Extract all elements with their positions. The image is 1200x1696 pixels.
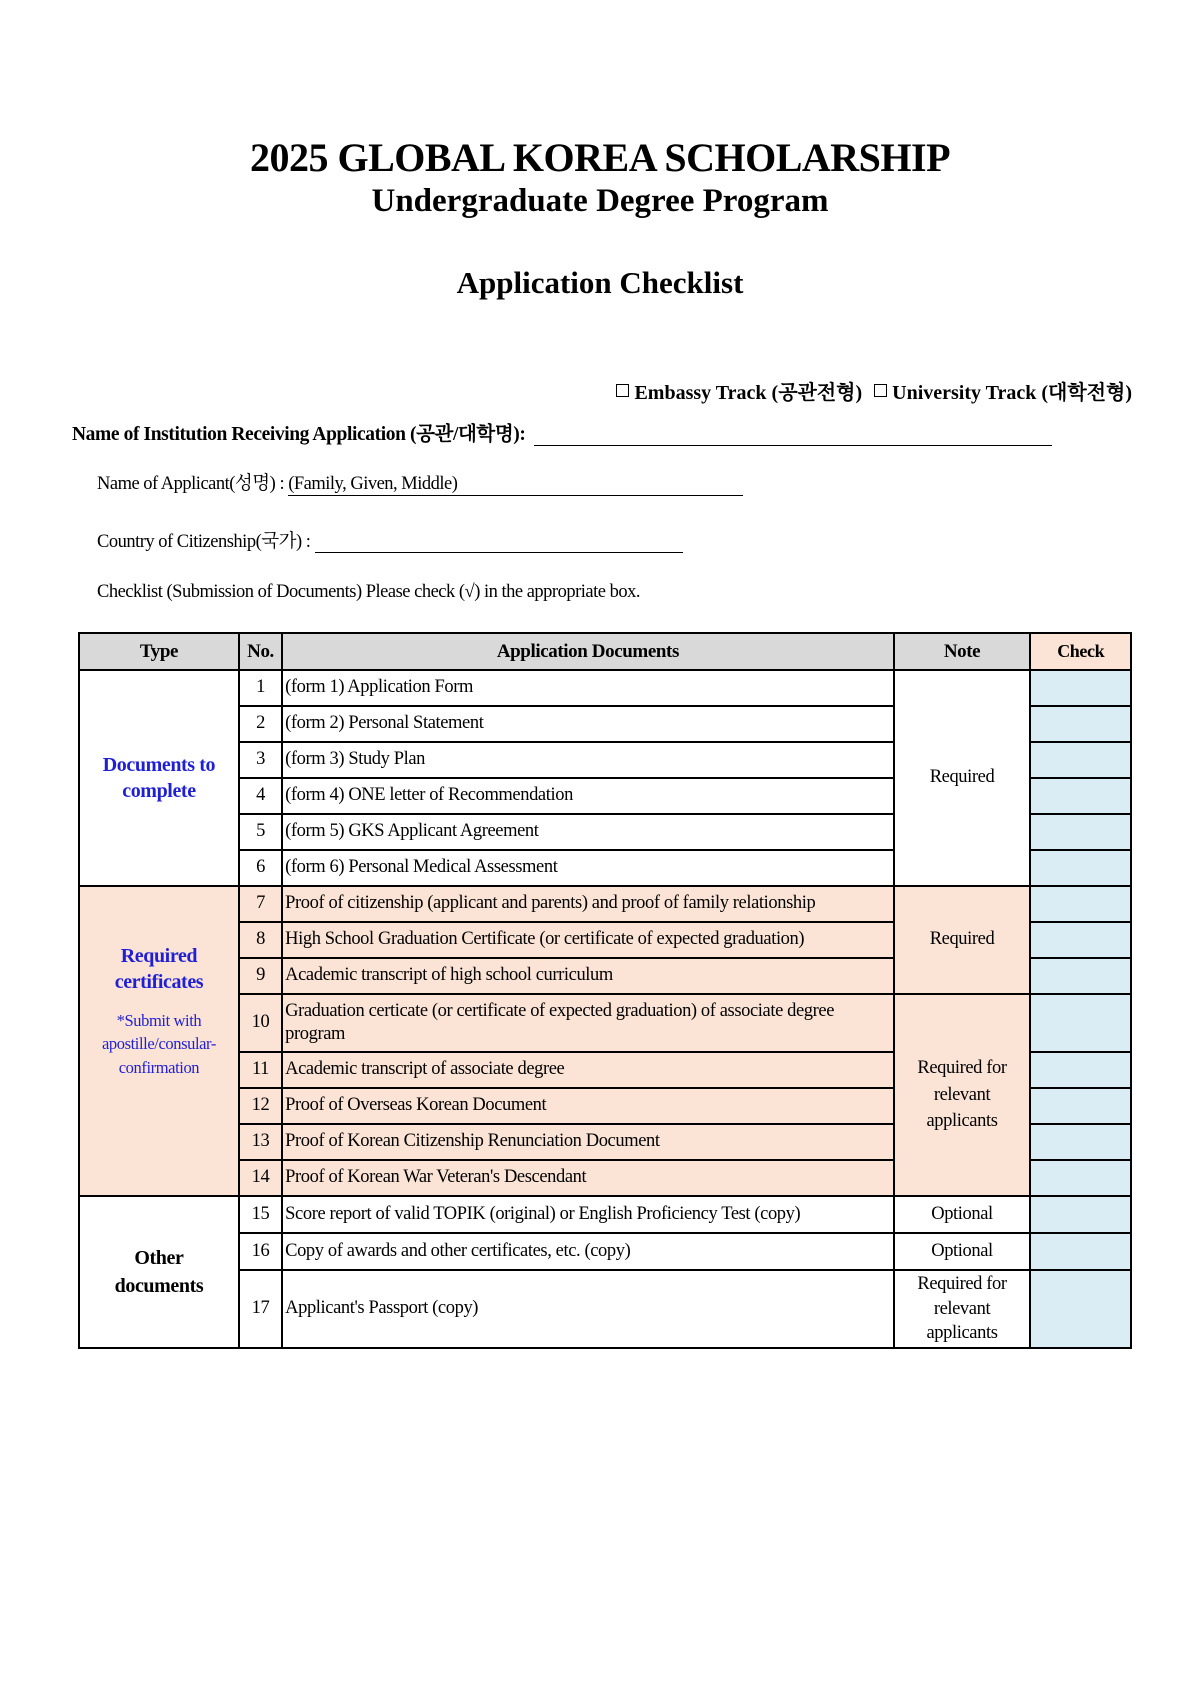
embassy-track-label: Embassy Track (공관전형) — [634, 382, 863, 404]
table-row — [79, 670, 1131, 706]
document-name: Proof of Overseas Korean Document — [282, 1088, 893, 1124]
note-text: Required for relevant applicants — [917, 1273, 1007, 1344]
check-box-17[interactable] — [1030, 1270, 1131, 1348]
check-box-1[interactable] — [1030, 670, 1131, 706]
row-number: 10 — [239, 994, 282, 1052]
row-number: 16 — [239, 1233, 282, 1270]
applicant-name-label: Name of Applicant(성명) : — [97, 474, 289, 494]
row-number: 8 — [239, 922, 282, 958]
header-documents: Application Documents — [282, 633, 893, 670]
row-number: 6 — [239, 850, 282, 886]
document-name: (form 1) Application Form — [282, 670, 893, 706]
type-label: Required certificates — [114, 945, 204, 994]
embassy-track-checkbox[interactable] — [616, 384, 629, 397]
document-name: High School Graduation Certificate (or certificate of expected graduation) — [282, 922, 893, 958]
check-box-9[interactable] — [1030, 958, 1131, 994]
university-track-checkbox[interactable] — [874, 384, 887, 397]
note-cell — [894, 994, 1031, 1196]
check-box-15[interactable] — [1030, 1196, 1131, 1233]
check-box-12[interactable] — [1030, 1088, 1131, 1124]
page-subtitle: Undergraduate Degree Program — [371, 183, 829, 219]
note-cell: Required — [894, 670, 1031, 886]
document-name: Graduation certicate (or certificate of expected graduation) of associate degree program — [282, 994, 893, 1052]
row-number: 11 — [239, 1052, 282, 1088]
checklist-table — [78, 632, 1132, 1349]
university-track-label: University Track (대학전형) — [892, 382, 1132, 404]
document-name: Academic transcript of high school curriculum — [282, 958, 893, 994]
university-track-option[interactable] — [874, 376, 1132, 405]
check-box-11[interactable] — [1030, 1052, 1131, 1088]
institution-label: Name of Institution Receiving Application (공관/대학명): — [72, 424, 526, 445]
type-other-documents — [79, 1196, 239, 1348]
institution-input[interactable] — [534, 425, 1052, 446]
type-label: Other documents — [114, 1247, 204, 1297]
document-name: (form 6) Personal Medical Assessment — [282, 850, 893, 886]
type-label: Documents to complete — [102, 754, 216, 802]
check-box-3[interactable] — [1030, 742, 1131, 778]
header-check: Check — [1030, 633, 1131, 670]
note-cell: Optional — [894, 1233, 1031, 1270]
document-name: Academic transcript of associate degree — [282, 1052, 893, 1088]
row-number: 5 — [239, 814, 282, 850]
check-box-6[interactable] — [1030, 850, 1131, 886]
document-name: Applicant's Passport (copy) — [282, 1270, 893, 1348]
row-number: 1 — [239, 670, 282, 706]
check-box-2[interactable] — [1030, 706, 1131, 742]
country-input[interactable] — [315, 533, 683, 553]
document-name: Proof of Korean War Veteran's Descendant — [282, 1160, 893, 1196]
track-selection — [616, 376, 1132, 405]
document-name: (form 2) Personal Statement — [282, 706, 893, 742]
row-number: 3 — [239, 742, 282, 778]
row-number: 14 — [239, 1160, 282, 1196]
row-number: 17 — [239, 1270, 282, 1348]
note-cell — [894, 1270, 1031, 1348]
type-required-certificates — [79, 886, 239, 1196]
row-number: 7 — [239, 886, 282, 922]
document-name: Proof of citizenship (applicant and parents) and proof of family relationship — [282, 886, 893, 922]
type-note: *Submit with apostille/consular-confirmation — [101, 1011, 216, 1077]
country-field — [97, 527, 683, 553]
check-box-14[interactable] — [1030, 1160, 1131, 1196]
check-box-10[interactable] — [1030, 994, 1131, 1052]
check-box-13[interactable] — [1030, 1124, 1131, 1160]
header-no: No. — [239, 633, 282, 670]
row-number: 4 — [239, 778, 282, 814]
row-number: 15 — [239, 1196, 282, 1233]
table-header-row — [79, 633, 1131, 670]
country-label: Country of Citizenship(국가) : — [97, 532, 315, 552]
check-box-16[interactable] — [1030, 1233, 1131, 1270]
note-cell: Optional — [894, 1196, 1031, 1233]
table-row — [79, 886, 1131, 922]
check-box-8[interactable] — [1030, 922, 1131, 958]
applicant-name-field — [97, 469, 743, 496]
checklist-instruction: Checklist (Submission of Documents) Please check (√) in the appropriate box. — [97, 582, 640, 602]
check-box-7[interactable] — [1030, 886, 1131, 922]
document-name: (form 3) Study Plan — [282, 742, 893, 778]
page-title: 2025 GLOBAL KOREA SCHOLARSHIP — [249, 135, 951, 180]
note-text: Required for relevant applicants — [917, 1057, 1007, 1132]
row-number: 12 — [239, 1088, 282, 1124]
header-note: Note — [894, 633, 1031, 670]
embassy-track-option[interactable] — [616, 376, 862, 405]
table-row — [79, 1196, 1131, 1233]
document-name: Score report of valid TOPIK (original) or English Proficiency Test (copy) — [282, 1196, 893, 1233]
header-type: Type — [79, 633, 239, 670]
row-number: 9 — [239, 958, 282, 994]
note-cell: Required — [894, 886, 1031, 994]
applicant-name-input[interactable] — [288, 474, 743, 496]
document-title: Application Checklist — [456, 265, 744, 300]
document-name: Copy of awards and other certificates, etc. (copy) — [282, 1233, 893, 1270]
row-number: 2 — [239, 706, 282, 742]
document-name: (form 4) ONE letter of Recommendation — [282, 778, 893, 814]
check-box-5[interactable] — [1030, 814, 1131, 850]
check-box-4[interactable] — [1030, 778, 1131, 814]
document-name: Proof of Korean Citizenship Renunciation Document — [282, 1124, 893, 1160]
row-number: 13 — [239, 1124, 282, 1160]
applicant-name-hint: (Family, Given, Middle) — [288, 474, 458, 494]
type-documents-to-complete — [79, 670, 239, 886]
institution-field — [72, 418, 1052, 446]
document-name: (form 5) GKS Applicant Agreement — [282, 814, 893, 850]
